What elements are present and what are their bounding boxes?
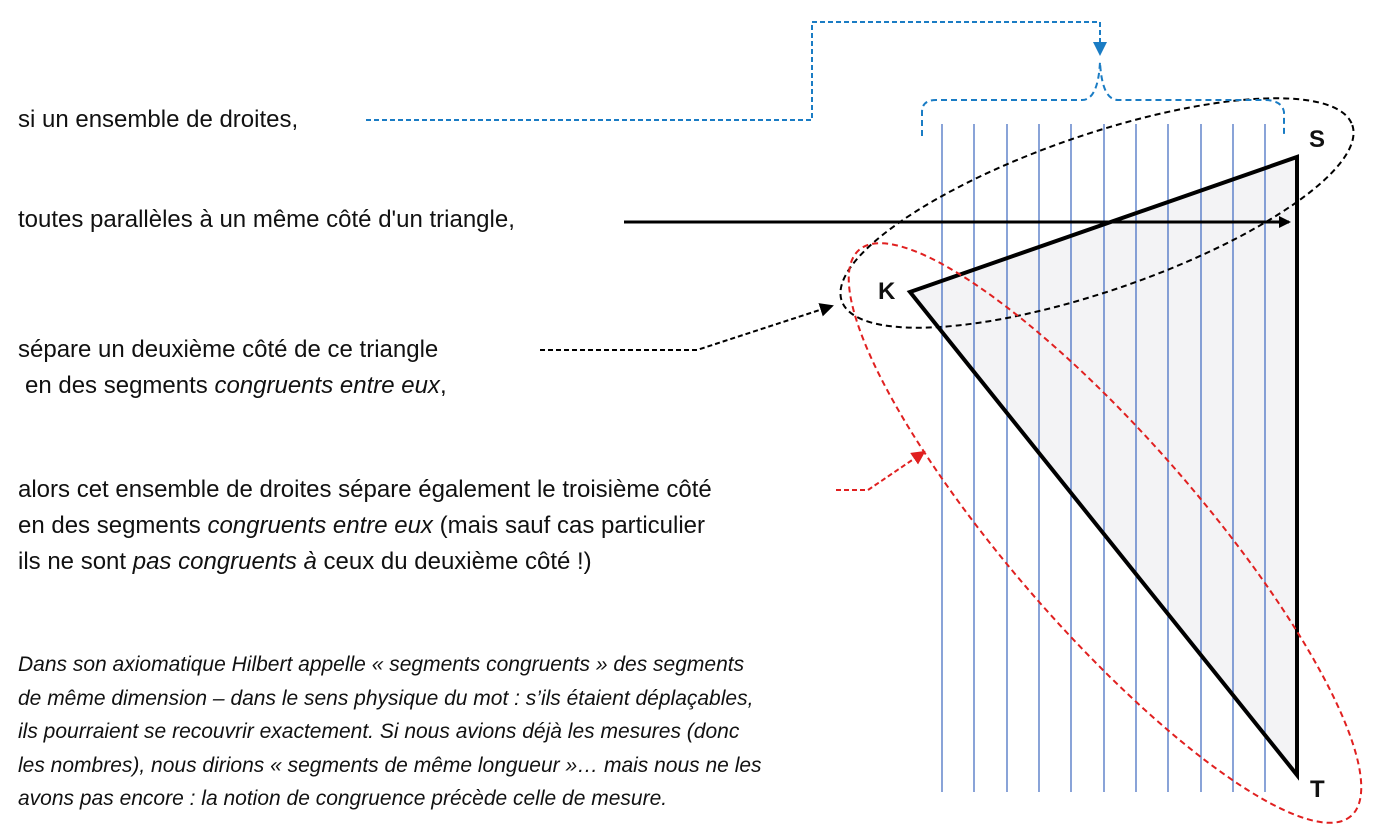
statement-4-line-2-post: (mais sauf cas particulier (432, 512, 706, 539)
statement-4-line-3-pre: ils ne sont (18, 548, 133, 575)
statement-4-line-1: alors cet ensemble de droites sépare également le troisième côté (18, 476, 712, 503)
note-line-1: Dans son axiomatique Hilbert appelle « segments congruents » des segments (18, 653, 745, 676)
statement-4-line-3-post: ceux du deuxième côté !) (316, 548, 592, 575)
parallels-brace (922, 62, 1284, 136)
statement-3-line-2-post: , (439, 372, 447, 399)
connector-1 (366, 22, 1100, 120)
connector-4 (836, 452, 924, 490)
statement-4-line-2-pre: en des segments (18, 512, 208, 539)
statement-4-line-3-emphasis: pas congruents à (132, 548, 317, 575)
statement-2-text: toutes parallèles à un même côté d'un triangle, (18, 206, 515, 233)
connector-3 (540, 306, 832, 350)
statement-3-line-2-emphasis: congruents entre eux (214, 372, 440, 399)
note-line-4: les nombres), nous dirions « segments de même longueur »… mais nous ne les (18, 753, 762, 777)
vertex-t-label: T (1310, 776, 1325, 803)
vertex-k-label: K (878, 278, 896, 305)
note-line-3: ils pourraient se recouvrir exactement. Si nous avions déjà les mesures (donc (18, 720, 740, 743)
note-line-2: de même dimension – dans le sens physique du mot : s’ils étaient déplaçables, (18, 686, 754, 710)
statement-1-text: si un ensemble de droites, (18, 106, 299, 133)
statement-3-line-1: sépare un deuxième côté de ce triangle (18, 336, 439, 363)
statement-3-line-2-pre: en des segments (25, 372, 215, 399)
statement-4-line-2-emphasis: congruents entre eux (207, 512, 433, 539)
note-line-5: avons pas encore : la notion de congruence précède celle de mesure. (18, 787, 668, 810)
vertex-s-label: S (1309, 126, 1326, 153)
